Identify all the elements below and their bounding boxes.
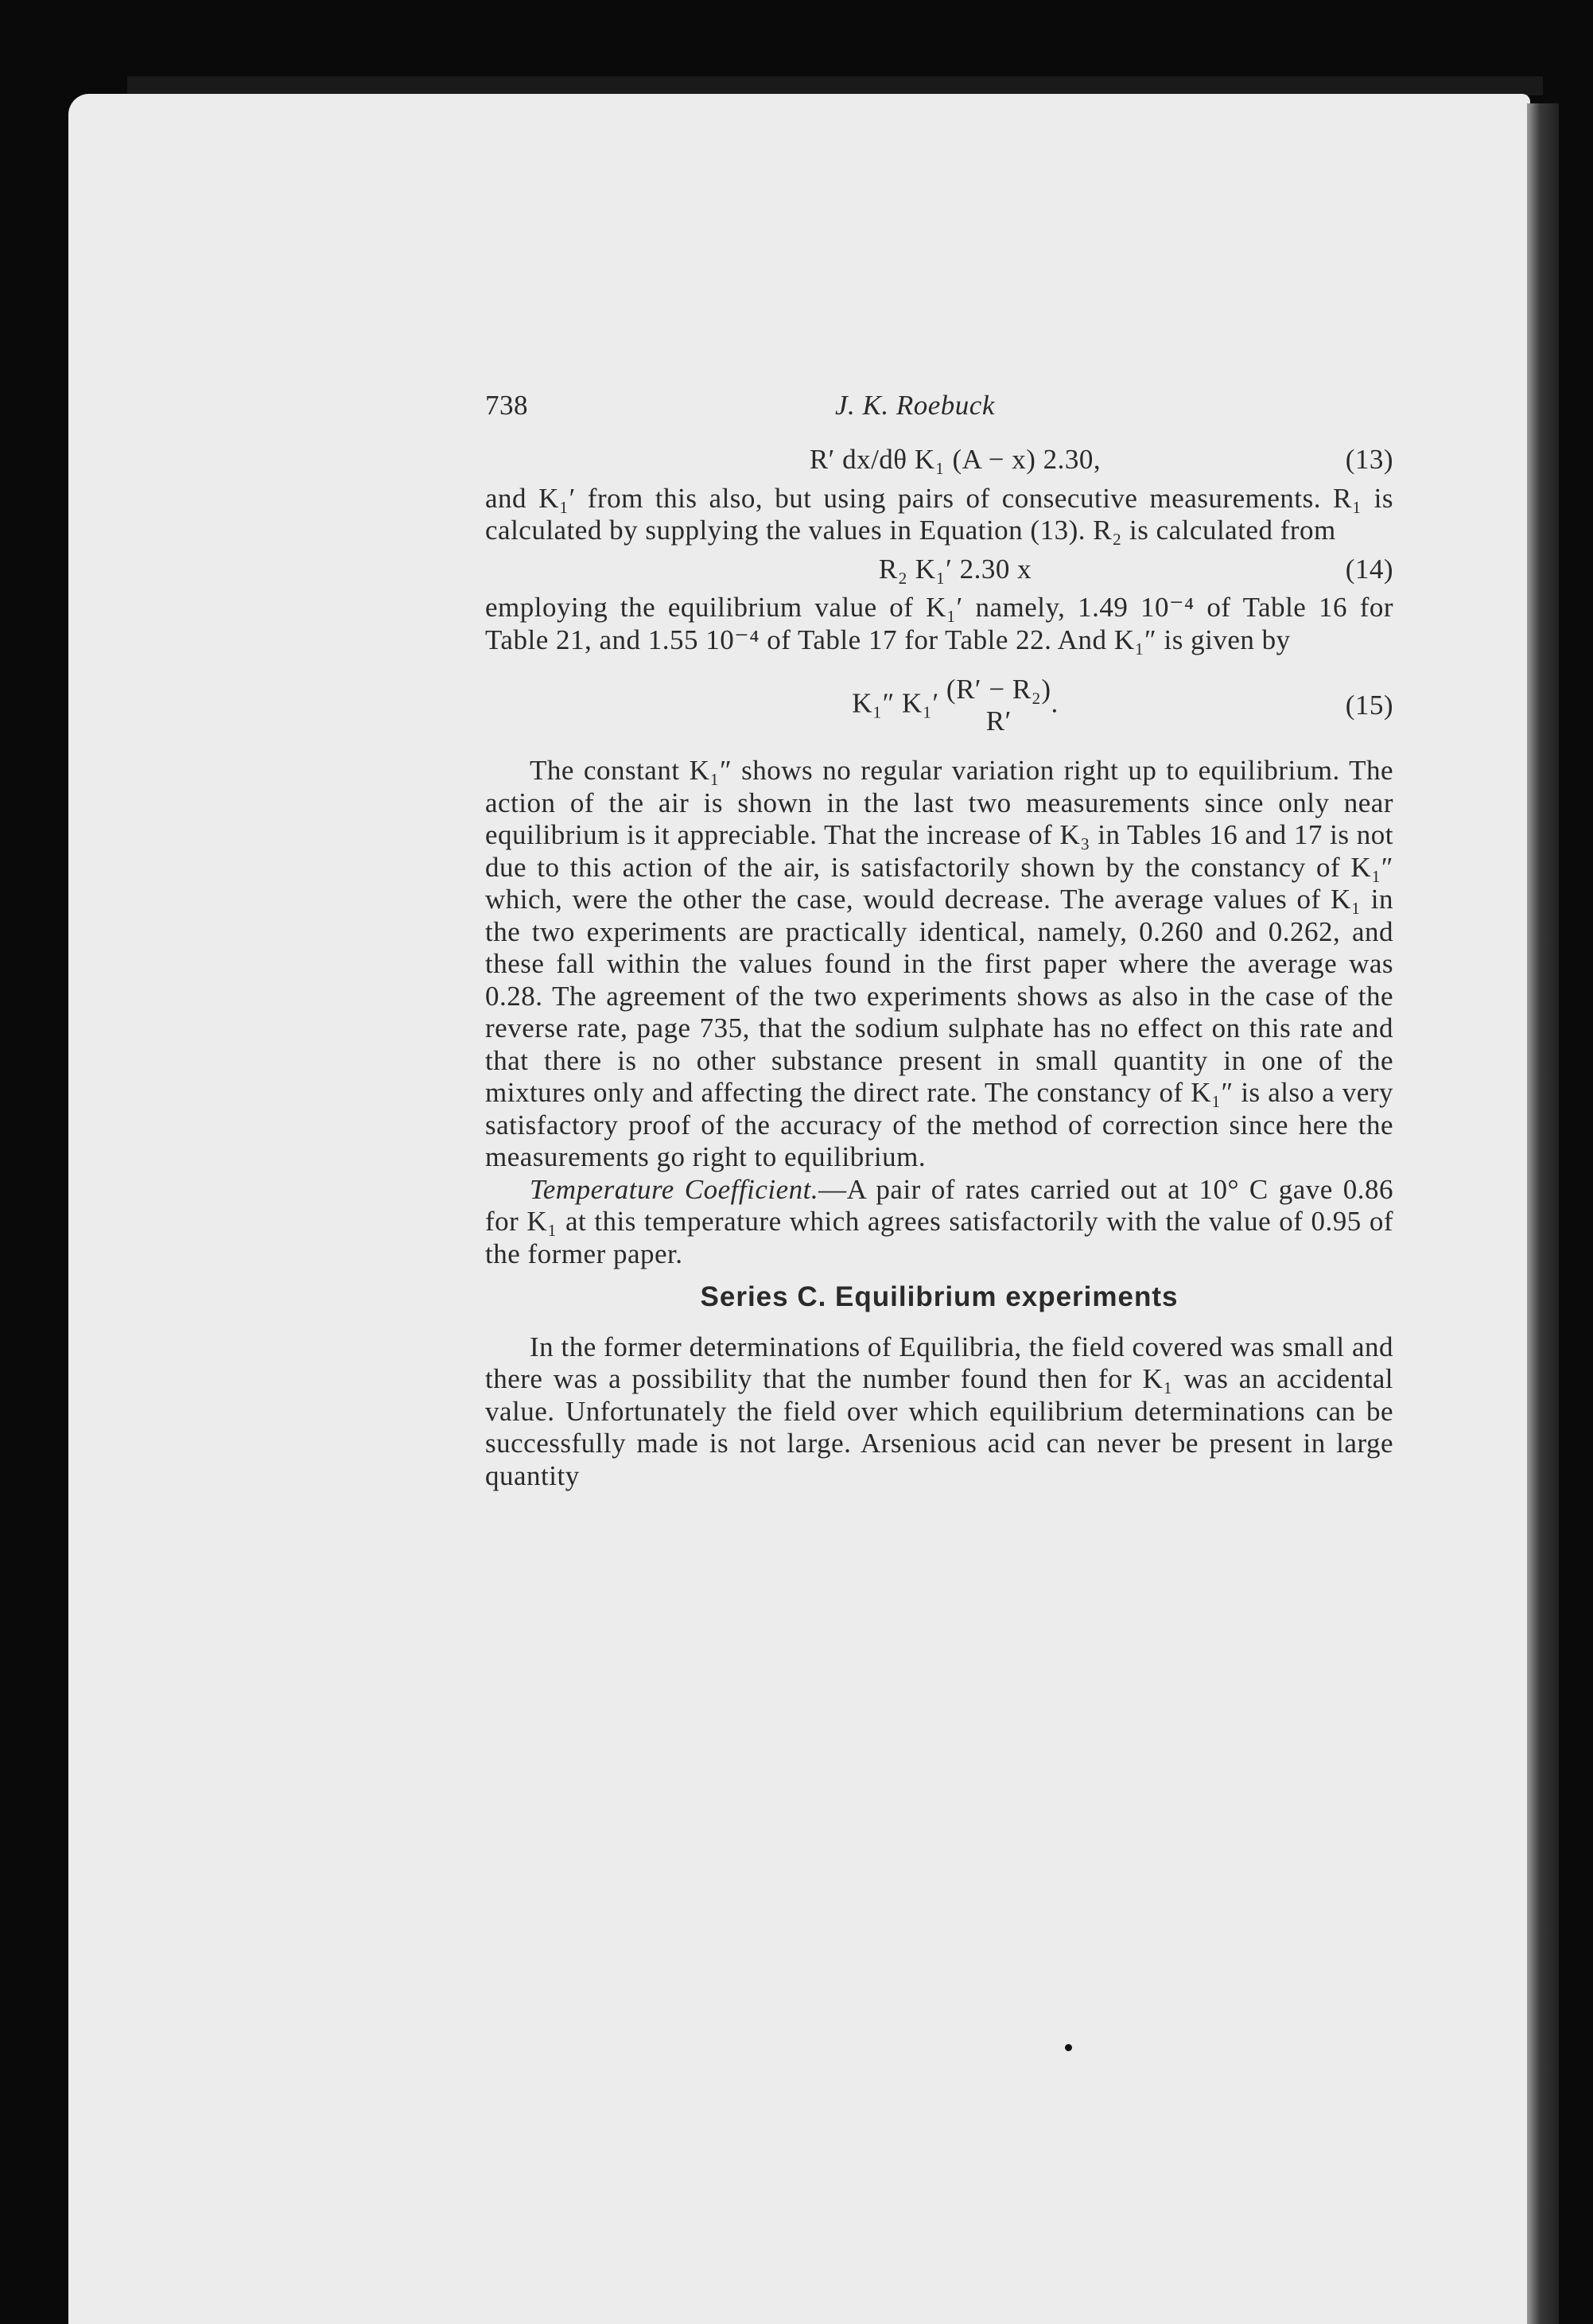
section-heading: Series C. Equilibrium experiments: [700, 1281, 1179, 1312]
equation-14: [485, 554, 1393, 586]
equation-15: [485, 667, 1393, 744]
paragraph-4-text: —A pair of rates carried out at 10° C gave 0.86 for K₁ at this temperature which agrees satisfactorily with the value of 0.95 of the former paper.: [485, 1173, 1394, 1269]
running-header: [485, 390, 1393, 437]
paragraph-4: [485, 1174, 1393, 1271]
equation-14-body: R₂ K₁′ 2.30 x: [878, 553, 1032, 585]
paragraph-1: and K₁′ from this also, but using pairs of consecutive measurements. R₁ is calculated by supplying the values in Equation (13). R₂ is calculated from: [485, 482, 1393, 546]
page-text: [485, 390, 1393, 1492]
paragraph-2: employing the equilibrium value of K₁′ namely, 1.49 10⁻⁴ of Table 16 for Table 21, and 1.55 10⁻⁴ of Table 17 for Table 22. And K₁″ is given by: [485, 592, 1393, 655]
paragraph-4-lead: Temperature Coefficient.: [530, 1173, 819, 1205]
running-author: J. K. Roebuck: [835, 390, 995, 421]
equation-15-numerator: (R′ − R₂): [946, 673, 1051, 705]
equation-13: [485, 444, 1393, 476]
equation-14-number: (14): [1345, 553, 1393, 585]
scan-right-edge: [1527, 103, 1559, 2324]
equation-13-body: R′ dx/dθ K₁ (A − x) 2.30,: [809, 444, 1102, 475]
paragraph-5: In the former determinations of Equilibria, the field covered was small and there was a possibility that the number found then for K₁ was an accidental value. Unfortunately the field over which equilibrium determinations can be successfully made is not large. Arsenious acid can never be present in large quantity: [485, 1331, 1393, 1491]
paragraph-3: The constant K₁″ shows no regular variation right up to equilibrium. The action of the air is shown in the last two measurements since only near equilibrium is it appreciable. That the increase of K₃ in Tables 16 and 17 is not due to this action of the air, is satisfactorily shown by the constancy of K₁″ which, were the other the case, would decrease. The average values of K₁ in the two experiments are practically identical, namely, 0.260 and 0.262, and these fall within the values found in the first paper where the average was 0.28. The agreement of the two experiments shows as also in the case of the reverse rate, page 735, that the sodium sulphate has no effect on this rate and that there is no other substance present in small quantity in one of the mixtures only and affecting the direct rate. The constancy of K₁″ is also a very satisfactory proof of the accuracy of the method of correction since here the measurements go right to equilibrium.: [485, 755, 1393, 1172]
equation-15-denominator: R′: [985, 705, 1012, 736]
equation-15-tail: .: [1051, 687, 1059, 719]
equation-15-number: (15): [1345, 689, 1393, 721]
page-number: 738: [485, 390, 528, 421]
scan-top-edge: [127, 76, 1543, 95]
equation-15-fraction: [946, 674, 1051, 738]
equation-13-number: (13): [1345, 444, 1393, 475]
equation-15-lhs: K₁″ K₁′: [852, 687, 939, 719]
ink-dot: [1065, 2044, 1072, 2051]
